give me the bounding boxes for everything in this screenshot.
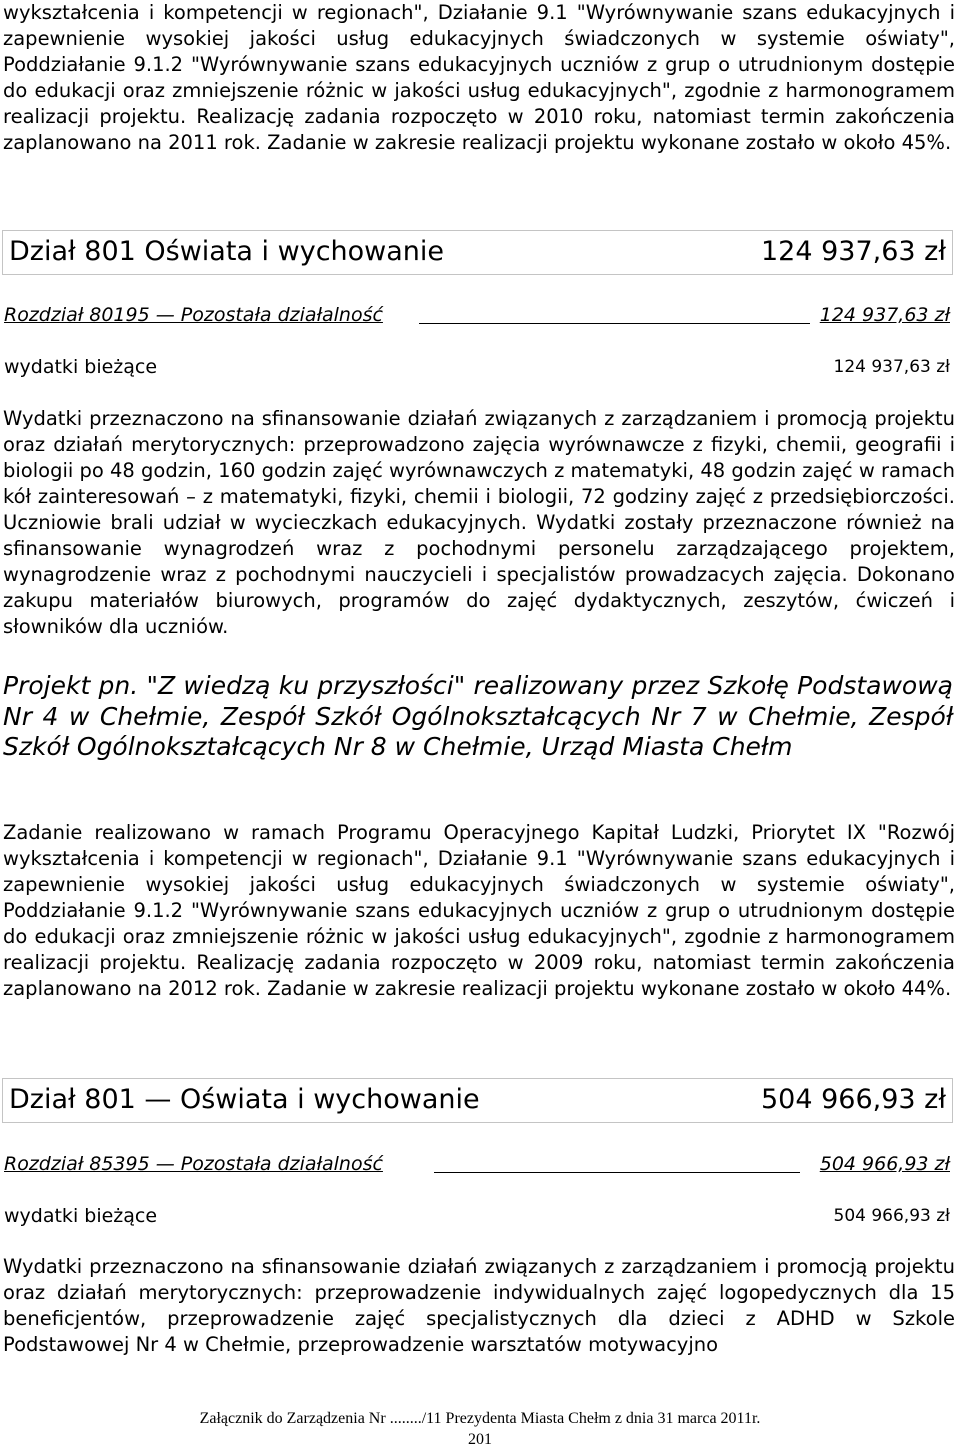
wydatki-amount: 504 966,93 zł xyxy=(833,1206,950,1226)
project-title: Projekt pn. "Z wiedzą ku przyszłości" realizowany przez Szkołę Podstawową Nr 4 w Chełmie, Zespół Szkół Ogólnokształcących Nr 7 w Chełmie, Zespół Szkół Ogólnokształcących Nr 8 w Chełmie, Urząd Miasta Chełm xyxy=(3,671,953,761)
rozdzial-label: Rozdział 80195 — Pozostała działalność xyxy=(4,304,383,326)
wydatki-amount: 124 937,63 zł xyxy=(833,357,950,377)
dzial-label: Dział 801 Oświata i wychowanie xyxy=(9,236,445,267)
dzial-amount: 504 966,93 zł xyxy=(760,1084,946,1115)
dzial-label: Dział 801 — Oświata i wychowanie xyxy=(9,1084,480,1115)
wydatki-label: wydatki bieżące xyxy=(4,356,158,378)
rozdzial-label: Rozdział 85395 — Pozostała działalność xyxy=(4,1153,383,1175)
footer-attachment: Załącznik do Zarządzenia Nr ......../11 Prezydenta Miasta Chełm z dnia 31 marca 2011r. xyxy=(199,1410,761,1427)
rozdzial-amount: 124 937,63 zł xyxy=(819,304,950,326)
wydatki-row xyxy=(4,1203,950,1229)
page-number: 201 xyxy=(468,1431,492,1448)
dzial-header xyxy=(2,230,953,275)
wydatki-label: wydatki bieżące xyxy=(4,1205,158,1227)
rozdzial-amount: 504 966,93 zł xyxy=(819,1153,950,1175)
section2-description: Wydatki przeznaczono na sfinansowanie działań związanych z zarządzaniem i promocją projektu oraz działań merytorycznych: przeprowadzenie indywidualnych zajęć logopedycznych dla 15 beneficjentów, przeprowadzenie zajęć specjalistycznych dla dzieci z ADHD w Szkole Podstawowej Nr 4 w Chełmie, przeprowadzenie warsztatów motywacyjno xyxy=(3,1255,955,1356)
rozdzial-row xyxy=(4,302,950,328)
rozdzial-underline xyxy=(434,1172,800,1173)
intro-paragraph: wykształcenia i kompetencji w regionach", Działanie 9.1 "Wyrównywanie szans edukacyjnych i zapewnienie wysokiej jakości usług edukacyjnych świadczonych w systemie oświaty", Poddziałanie 9.1.2 "Wyrównywanie szans edukacyjnych uczniów z grup o utrudnionym dostępie do edukacji oraz zmniejszenie różnic w jakości usług edukacyjnych", zgodnie z harmonogramem realizacji projektu. Realizację zadania rozpoczęto w 2010 roku, natomiast termin zakończenia zaplanowano na 2011 rok. Zadanie w zakresie realizacji projektu wykonane zostało w około 45%. xyxy=(3,1,955,154)
wydatki-row xyxy=(4,354,950,380)
dzial-amount: 124 937,63 zł xyxy=(760,236,946,267)
rozdzial-underline xyxy=(419,323,810,324)
section1-description: Wydatki przeznaczono na sfinansowanie działań związanych z zarządzaniem i promocją projektu oraz działań merytorycznych: przeprowadzono zajęcia wyrównawcze z fizyki, chemii, geografii i biologii po 48 godzin, 160 godzin zajęć wyrównawczych z matematyki, 48 godzin zajęć w ramach kół zainteresowań – z matematyki, fizyki, chemii i biologii, 72 godziny zajęć z przedsiębiorczości. Uczniowie brali udział w wycieczkach edukacyjnych. Wydatki zostały przeznaczone również na sfinansowanie wynagrodzeń wraz z pochodnymi personelu zarządzającego projektem, wynagrodzenie wraz z pochodnymi nauczycieli i specjalistów prowadzacych zajęcia. Dokonano zakupu materiałów biurowych, programów do zajęć dydaktycznych, zeszytów, ćwiczeń i słowników dla uczniów. xyxy=(3,407,955,638)
project-paragraph: Zadanie realizowano w ramach Programu Operacyjnego Kapitał Ludzki, Priorytet IX "Rozwój wykształcenia i kompetencji w regionach", Działanie 9.1 "Wyrównywanie szans edukacyjnych i zapewnienie wysokiej jakości usług edukacyjnych świadczonych w systemie oświaty", Poddziałanie 9.1.2 "Wyrównywanie szans edukacyjnych uczniów z grup o utrudnionym dostępie do edukacji oraz zmniejszenie różnic w jakości usług edukacyjnych", zgodnie z harmonogramem realizacji projektu. Realizację zadania rozpoczęto w 2009 roku, natomiast termin zakończenia zaplanowano na 2012 rok. Zadanie w zakresie realizacji projektu wykonane zostało w około 44%. xyxy=(3,821,955,1000)
rozdzial-row xyxy=(4,1151,950,1177)
dzial-header xyxy=(2,1078,953,1123)
